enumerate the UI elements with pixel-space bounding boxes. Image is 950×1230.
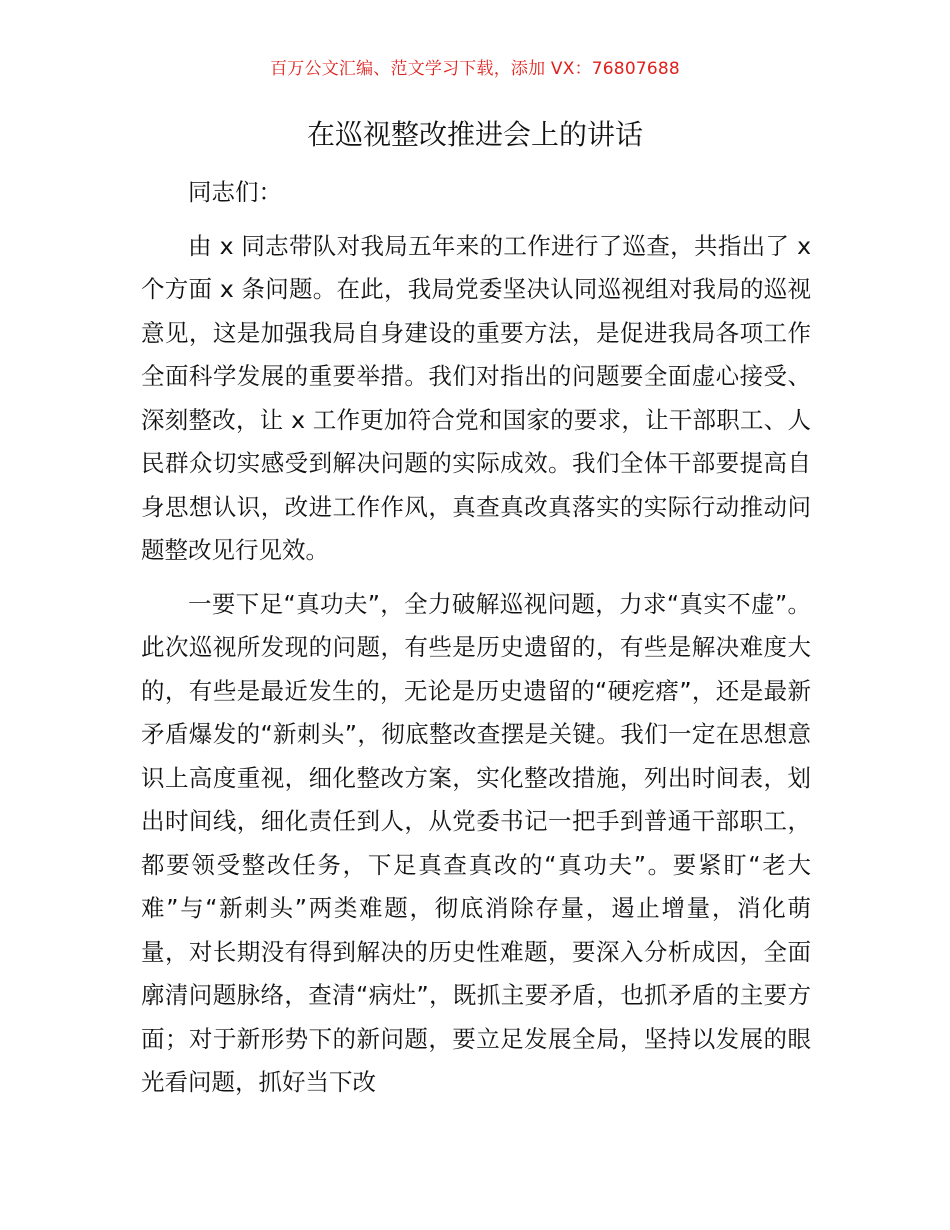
paragraph-1: 由 x 同志带队对我局五年来的工作进行了巡查，共指出了 x 个方面 x 条问题。在此，我局党委坚决认同巡视组对我局的巡视意见，这是加强我局自身建设的重要方法，是促进我局各项工作全面科学发展的重要举措。我们对指出的问题要全面虚心接受、深刻整改，让 x 工作更加符合党和国家的要求，让干部职工、人民群众切实感受到解决问题的实际成效。我们全体干部要提高自身思想认识，改进工作作风，真查真改真落实的实际行动推动问题整改见行见效。 [141,231,811,564]
salutation: 同志们： [188,178,282,206]
document-body [141,171,811,1105]
watermark-text: 百万公文汇编、范文学习下载，添加 VX：76807688 [270,59,680,79]
page-title: 在巡视整改推进会上的讲话 [306,118,643,151]
paragraph-2: 一要下足“真功夫”，全力破解巡视问题，力求“真实不虚”。此次巡视所发现的问题，有些是历史遗留的，有些是解决难度大的，有些是最近发生的，无论是历史遗留的“硬疙瘩”，还是最新矛盾爆发的“新刺头”，彻底整改查摆是关键。我们一定在思想意识上高度重视，细化整改方案，实化整改措施，列出时间表，划出时间线，细化责任到人，从党委书记一把手到普通干部职工，都要领受整改任务，下足真查真改的“真功夫”。要紧盯“老大难”与“新刺头”两类难题，彻底消除存量，遏止增量，消化萌量，对长期没有得到解决的历史性难题，要深入分析成因，全面廓清问题脉络，查清“病灶”，既抓主要矛盾，也抓矛盾的主要方面；对于新形势下的新问题，要立足发展全局，坚持以发展的眼光看问题，抓好当下改 [141,589,811,1096]
